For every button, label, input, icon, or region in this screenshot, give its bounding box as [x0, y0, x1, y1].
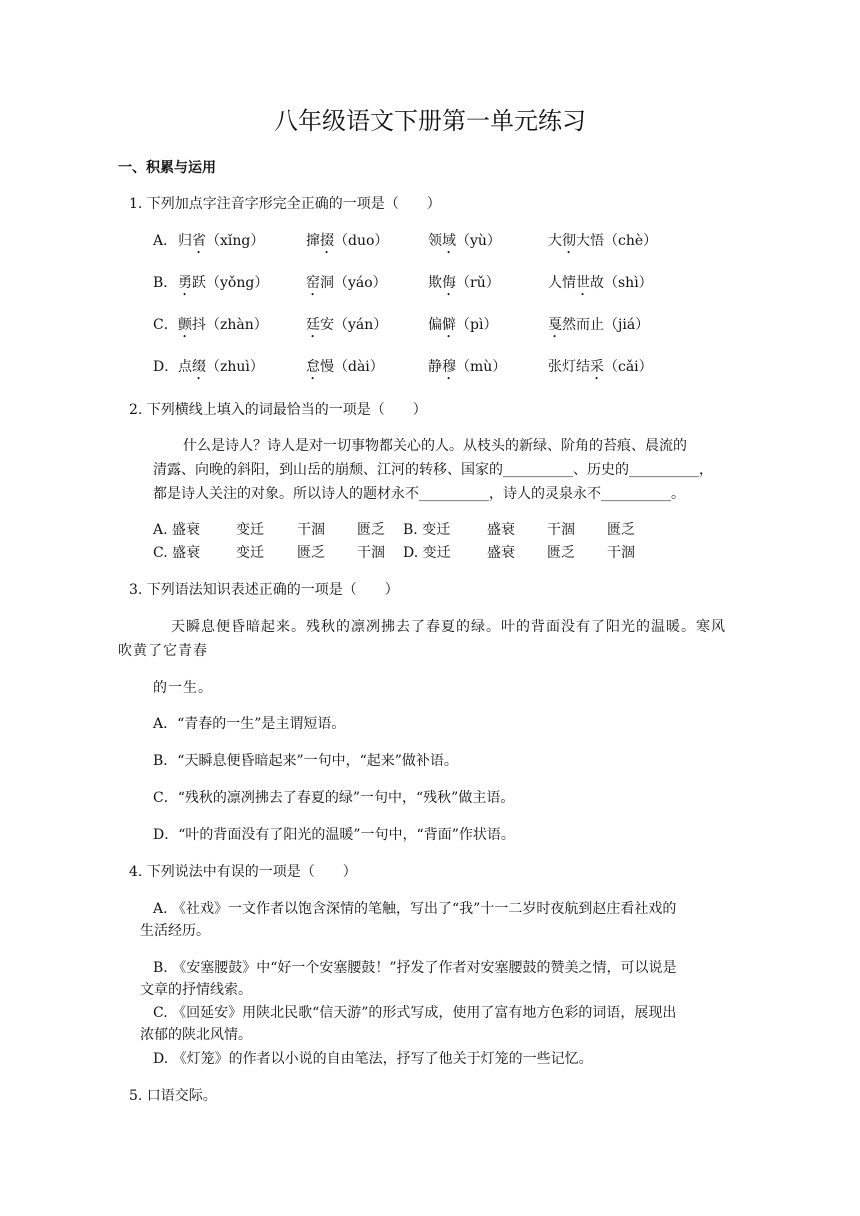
question-1-option-item — [548, 273, 653, 299]
dotted-character: 颤 — [178, 317, 192, 333]
word-prefix: 领 — [428, 233, 442, 249]
question-2-passage-line-1: 什么是诗人？诗人是对一切事物都关心的人。从枝头的新绿、阶角的苔痕、晨流的 — [183, 438, 687, 454]
question-2-option-word: 盛衰 — [487, 522, 515, 538]
question-1-option-item — [178, 315, 268, 341]
question-1-option-item — [548, 357, 653, 383]
word-suffix-pinyin: （zhuì） — [206, 359, 264, 375]
word-suffix-pinyin: 跃（yǒng） — [192, 275, 269, 291]
question-1-option-item — [178, 357, 264, 383]
question-1-option-label: B． — [153, 275, 178, 291]
question-4-option-a-line-2: 生活经历。 — [140, 923, 210, 939]
question-1-option-item — [548, 231, 657, 257]
question-2-option-word: C. 盛衰 — [153, 545, 201, 561]
question-3-option-c: C．“残秋的凛冽拂去了春夏的绿”一句中，“残秋”做主语。 — [153, 790, 515, 806]
dotted-character: 穆 — [442, 359, 456, 375]
question-3-passage-line-3: 的一生。 — [153, 680, 213, 696]
question-3-passage-line-1: 天瞬息便昏暗起来。残秋的凛冽拂去了春夏的绿。叶的背面没有了阳光的温暖。寒风 — [171, 619, 726, 635]
word-suffix-pinyin: （cǎi） — [604, 359, 653, 375]
question-3-stem: 3. 下列语法知识表述正确的一项是（ ） — [129, 582, 399, 598]
question-4-option-c-line-2: 浓郁的陕北风情。 — [140, 1027, 252, 1043]
dotted-character: 侮 — [442, 275, 456, 291]
question-1-option-item — [428, 273, 500, 299]
word-suffix-pinyin: （yù） — [456, 233, 501, 249]
question-1-option-item — [178, 231, 264, 257]
dotted-character: 怠 — [306, 359, 320, 375]
question-1-option-item — [306, 273, 387, 299]
dotted-character: 缀 — [192, 359, 206, 375]
word-prefix: 欺 — [428, 275, 442, 291]
question-1-option-item — [306, 357, 384, 383]
question-4-option-d: D. 《灯笼》的作者以小说的自由笔法，抒写了他关于灯笼的一些记忆。 — [153, 1051, 593, 1067]
page-title: 八年级语文下册第一单元练习 — [274, 107, 586, 135]
question-2-passage-line-2: 清露、向晚的斜阳，到山岳的崩颓、江河的转移、国家的__________、历史的__________， — [153, 462, 713, 478]
question-1-option-item — [306, 231, 388, 257]
word-prefix: 大 — [548, 233, 562, 249]
question-1-option-item — [306, 315, 387, 341]
dotted-character: 域 — [442, 233, 456, 249]
word-suffix-pinyin: 然而止（jiá） — [562, 317, 650, 333]
dotted-character: 世 — [576, 275, 590, 291]
question-1-option-item — [548, 315, 649, 341]
word-prefix: 归 — [178, 233, 192, 249]
question-2-option-word: D. 变迁 — [403, 545, 451, 561]
question-2-option-word: 变迁 — [236, 522, 264, 538]
question-3-option-a: A．“青春的一生”是主谓短语。 — [153, 716, 346, 732]
question-2-option-word: 干涸 — [607, 545, 635, 561]
question-1-option-item — [178, 273, 268, 299]
question-2-option-word: 干涸 — [547, 522, 575, 538]
question-2-option-word: 干涸 — [357, 545, 385, 561]
dotted-character: 廷 — [306, 317, 320, 333]
question-1-stem: 1. 下列加点字注音字形完全正确的一项是（ ） — [129, 196, 441, 212]
question-2-option-word: B. 变迁 — [403, 522, 451, 538]
dotted-character: 僻 — [442, 317, 456, 333]
word-suffix-pinyin: （pì） — [456, 317, 498, 333]
question-1-option-label: C． — [153, 317, 178, 333]
dotted-character: 戛 — [548, 317, 562, 333]
dotted-character: 采 — [590, 359, 604, 375]
question-2-option-word: 匮乏 — [547, 545, 575, 561]
dotted-character: 省 — [192, 233, 206, 249]
word-prefix: 撺 — [306, 233, 320, 249]
word-suffix-pinyin: 大悟（chè） — [576, 233, 658, 249]
word-suffix-pinyin: 故（shì） — [590, 275, 653, 291]
question-4-option-b-line-2: 文章的抒情线索。 — [140, 982, 252, 998]
question-1-option-item — [428, 315, 497, 341]
question-1-option-label: D． — [153, 359, 179, 375]
dotted-character: 窑 — [306, 275, 320, 291]
word-prefix: 偏 — [428, 317, 442, 333]
word-suffix-pinyin: （rǔ） — [456, 275, 500, 291]
question-2-passage-line-3: 都是诗人关注的对象。所以诗人的题材永不__________，诗人的灵泉永不__________。 — [153, 486, 685, 502]
word-prefix: 静 — [428, 359, 442, 375]
dotted-character: 勇 — [178, 275, 192, 291]
question-2-option-word: 变迁 — [236, 545, 264, 561]
word-prefix: 点 — [178, 359, 192, 375]
question-4-stem: 4. 下列说法中有误的一项是（ ） — [129, 864, 357, 880]
question-3-option-b: B．“天瞬息便昏暗起来”一句中，“起来”做补语。 — [153, 753, 458, 769]
question-5-stem: 5. 口语交际。 — [129, 1088, 217, 1104]
word-suffix-pinyin: （duo） — [334, 233, 389, 249]
word-suffix-pinyin: （mù） — [456, 359, 507, 375]
word-suffix-pinyin: 抖（zhàn） — [192, 317, 268, 333]
dotted-character: 掇 — [320, 233, 334, 249]
question-2-stem: 2. 下列横线上填入的词最恰当的一项是（ ） — [129, 402, 427, 418]
question-1-option-label: A． — [153, 233, 178, 249]
question-4-option-b-line-1: B. 《安塞腰鼓》中“好一个安塞腰鼓！”抒发了作者对安塞腰鼓的赞美之情，可以说是 — [153, 960, 677, 976]
word-prefix: 张灯结 — [548, 359, 590, 375]
word-prefix: 人情 — [548, 275, 576, 291]
word-suffix-pinyin: （xǐng） — [206, 233, 265, 249]
question-1-option-item — [428, 357, 506, 383]
question-2-option-word: 匮乏 — [357, 522, 385, 538]
question-3-passage-line-2: 吹黄了它青春 — [118, 643, 208, 659]
question-4-option-a-line-1: A. 《社戏》一文作者以饱含深情的笔触，写出了“我”十一二岁时夜航到赵庄看社戏的 — [153, 901, 677, 917]
section-heading: 一、积累与运用 — [118, 160, 216, 176]
dotted-character: 彻 — [562, 233, 576, 249]
word-suffix-pinyin: 洞（yáo） — [320, 275, 387, 291]
question-3-option-d: D．“叶的背面没有了阳光的温暖”一句中，“背面”作状语。 — [153, 827, 515, 843]
question-2-option-word: A. 盛衰 — [153, 522, 201, 538]
question-2-option-word: 干涸 — [297, 522, 325, 538]
question-1-option-item — [428, 231, 501, 257]
question-2-option-word: 匮乏 — [607, 522, 635, 538]
question-4-option-c-line-1: C. 《回延安》用陕北民歌“信天游”的形式写成，使用了富有地方色彩的词语，展现出 — [153, 1005, 677, 1021]
question-2-option-word: 匮乏 — [297, 545, 325, 561]
word-suffix-pinyin: 慢（dài） — [320, 359, 384, 375]
word-suffix-pinyin: 安（yán） — [320, 317, 388, 333]
question-2-option-word: 盛衰 — [487, 545, 515, 561]
